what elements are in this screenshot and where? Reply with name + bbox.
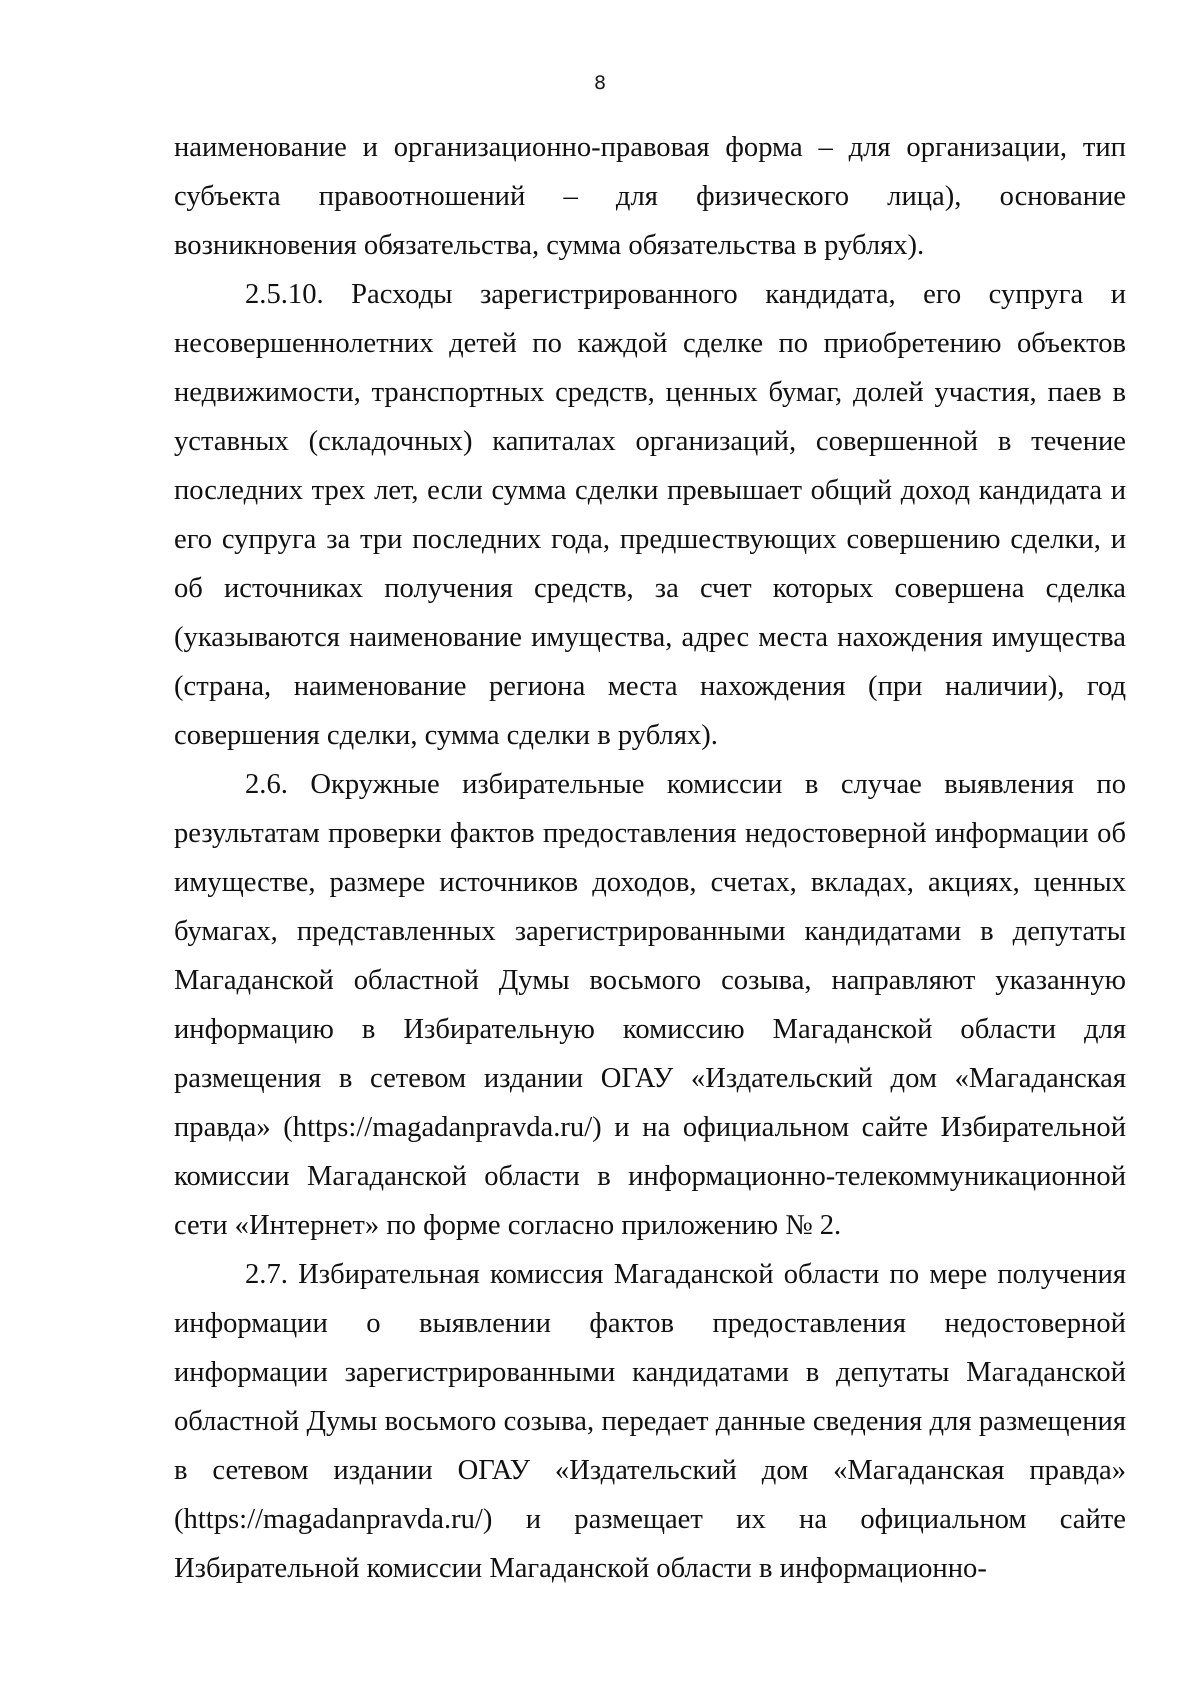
page-number: 8	[593, 72, 607, 94]
document-body	[174, 123, 1126, 1593]
paragraph-2-5-10: 2.5.10. Расходы зарегистрированного кандидата, его супруга и несовершеннолетних детей по каждой сделке по приобретению объектов недвижимости, транспортных средств, ценных бумаг, долей участия, паев в уставных (складочных) капиталах организаций, совершенной в течение последних трех лет, если сумма сделки превышает общий доход кандидата и его супруга за три последних года, предшествующих совершению сделки, и об источниках получения средств, за счет которых совершена сделка (указываются наименование имущества, адрес места нахождения имущества (страна, наименование региона места нахождения (при наличии), год совершения сделки, сумма сделки в рублях).	[174, 279, 1126, 751]
paragraph-continuation: наименование и организационно-правовая форма – для организации, тип субъекта правоотношений – для физического лица), основание возникновения обязательства, сумма обязательства в рублях).	[174, 132, 1126, 261]
paragraph-2-6: 2.6. Окружные избирательные комиссии в случае выявления по результатам проверки фактов предоставления недостоверной информации об имуществе, размере источников доходов, счетах, вкладах, акциях, ценных бумагах, представленных зарегистрированными кандидатами в депутаты Магаданской областной Думы восьмого созыва, направляют указанную информацию в Избирательную комиссию Магаданской области для размещения в сетевом издании ОГАУ «Издательский дом «Магаданская правда» (https://magadanpravda.ru/) и на официальном сайте Избирательной комиссии Магаданской области в информационно-телекоммуникационной сети «Интернет» по форме согласно приложению № 2.	[174, 769, 1126, 1241]
paragraph-2-7: 2.7. Избирательная комиссия Магаданской области по мере получения информации о выявлении фактов предоставления недостоверной информации зарегистрированными кандидатами в депутаты Магаданской областной Думы восьмого созыва, передает данные сведения для размещения в сетевом издании ОГАУ «Издательский дом «Магаданская правда» (https://magadanpravda.ru/) и размещает их на официальном сайте Избирательной комиссии Магаданской области в информационно-	[174, 1259, 1126, 1584]
